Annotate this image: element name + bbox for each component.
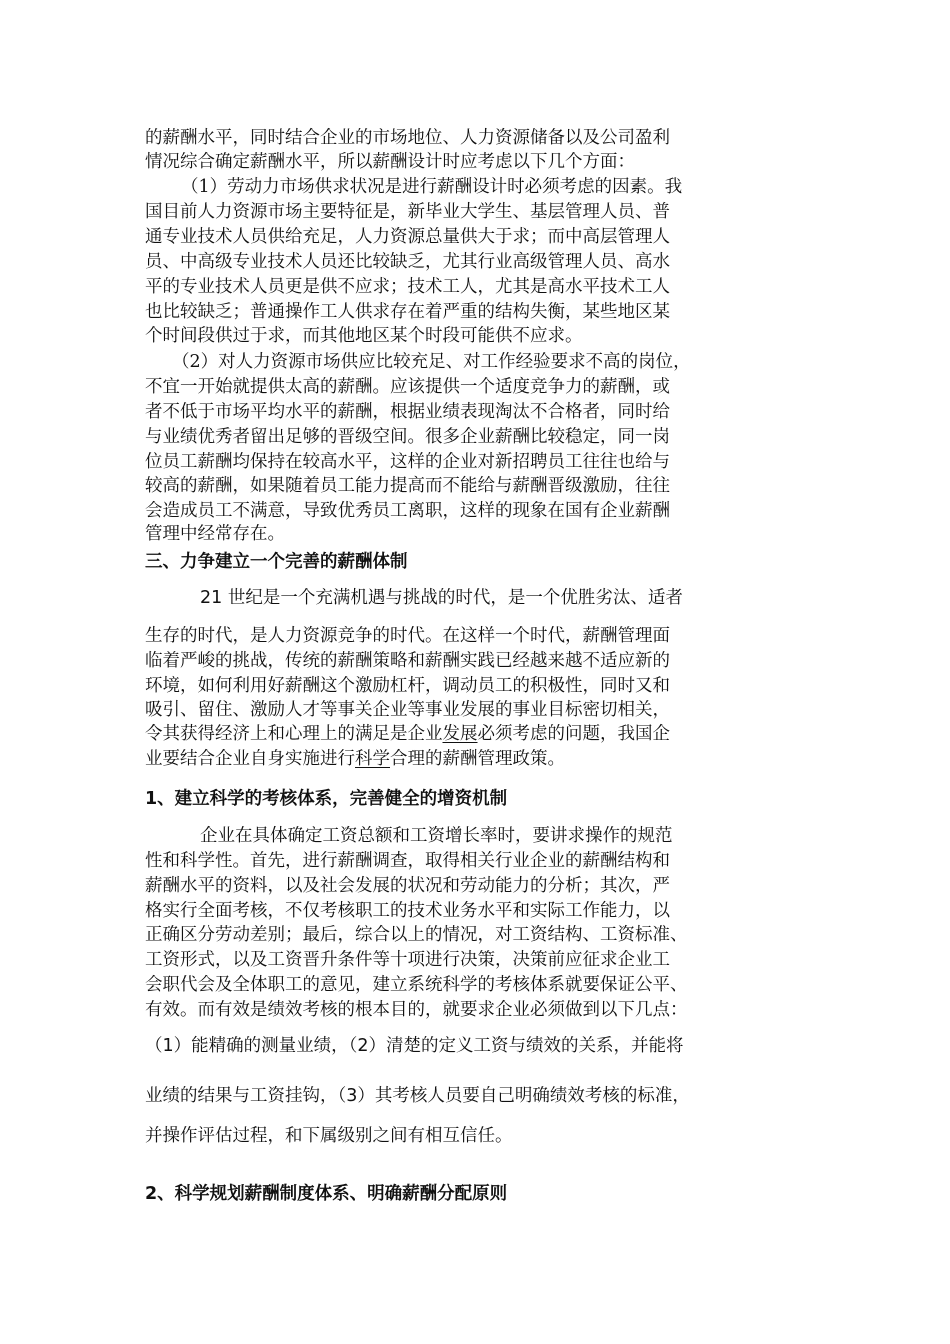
paragraph-1-line: 也比较缺乏；普通操作工人供求存在着严重的结构失衡，某些地区某 [145,302,670,322]
paragraph-1-line: 国目前人力资源市场主要特征是，新毕业大学生、基层管理人员、普 [145,202,670,222]
section-3-line: 临着严峻的挑战，传统的薪酬策略和薪酬实践已经越来越不适应新的 [145,651,670,671]
section-1-line: 薪酬水平的资料，以及社会发展的状况和劳动能力的分析；其次，严 [145,876,670,896]
section-1-line: 企业在具体确定工资总额和工资增长率时，要讲求操作的规范 [200,826,673,846]
science-link[interactable]: 科学 [355,749,390,769]
section-3-heading: 三、力争建立一个完善的薪酬体制 [145,552,408,572]
section-1-line: 工资形式，以及工资晋升条件等十项进行决策，决策前应征求企业工 [145,950,670,970]
paragraph-2-line: 位员工薪酬均保持在较高水平，这样的企业对新招聘员工往往也给与 [145,452,670,472]
paragraph-2-line: 较高的薪酬，如果随着员工能力提高而不能给与薪酬晋级激励，往往 [145,476,670,496]
section-1-line: 有效。而有效是绩效考核的根本目的，就要求企业必须做到以下几点： [145,1000,688,1020]
text-span: 业要结合企业自身实施进行 [145,749,355,769]
paragraph-2-line: （2）对人力资源市场供应比较充足、对工作经验要求不高的岗位， [172,352,691,372]
section-1-line: 会职代会及全体职工的意见，建立系统科学的考核体系就要保证公平、 [145,975,688,995]
paragraph-2-line: 会造成员工不满意，导致优秀员工离职，这样的现象在国有企业薪酬 [145,501,670,521]
intro-line: 的薪酬水平，同时结合企业的市场地位、人力资源储备以及公司盈利 [145,128,670,148]
section-3-line: 生存的时代，是人力资源竞争的时代。在这样一个时代，薪酬管理面 [145,626,670,646]
paragraph-2-line: 与业绩优秀者留出足够的晋级空间。很多企业薪酬比较稳定，同一岗 [145,427,670,447]
paragraph-2-line: 者不低于市场平均水平的薪酬，根据业绩表现淘汰不合格者，同时给 [145,402,670,422]
paragraph-1-line: 通专业技术人员供给充足，人力资源总量供大于求；而中高层管理人 [145,227,670,247]
paragraph-2-line: 管理中经常存在。 [145,524,285,544]
paragraph-1-line: 员、中高级专业技术人员还比较缺乏，尤其行业高级管理人员、高水 [145,252,670,272]
paragraph-2-line: 不宜一开始就提供太高的薪酬。应该提供一个适度竞争力的薪酬，或 [145,377,670,397]
text-span: 令其获得经济上和心理上的满足是企业 [145,724,443,744]
intro-line: 情况综合确定薪酬水平，所以薪酬设计时应考虑以下几个方面： [145,152,635,172]
development-link[interactable]: 发展 [442,724,478,744]
section-3-line-with-link [145,747,825,771]
paragraph-1-line: 个时间段供过于求，而其他地区某个时段可能供不应求。 [145,326,583,346]
section-1-heading: 1、建立科学的考核体系，完善健全的增资机制 [145,789,508,809]
section-1-line: 格实行全面考核，不仅考核职工的技术业务水平和实际工作能力，以 [145,901,670,921]
paragraph-1-line: 平的专业技术人员更是供不应求；技术工人，尤其是高水平技术工人 [145,277,670,297]
text-span: 合理的薪酬管理政策。 [390,749,565,769]
section-1-list-line: 并操作评估过程，和下属级别之间有相互信任。 [145,1126,513,1146]
section-3-line: 吸引、留住、激励人才等事关企业等事业发展的事业目标密切相关， [145,700,670,720]
text-span: 必须考虑的问题，我国企 [477,724,670,744]
paragraph-1-line: （1）劳动力市场供求状况是进行薪酬设计时必须考虑的因素。我 [181,177,683,197]
section-1-list-line: 业绩的结果与工资挂钩，（3）其考核人员要自己明确绩效考核的标准， [145,1086,690,1106]
section-1-line: 正确区分劳动差别；最后，综合以上的情况，对工资结构、工资标准、 [145,925,688,945]
section-3-first-line: 21 世纪是一个充满机遇与挑战的时代，是一个优胜劣汰、适者 [200,588,683,608]
section-2-heading: 2、科学规划薪酬制度体系、明确薪酬分配原则 [145,1184,508,1204]
section-3-line: 环境，如何利用好薪酬这个激励杠杆，调动员工的积极性，同时又和 [145,676,670,696]
section-1-list-line: （1）能精确的测量业绩，（2）清楚的定义工资与绩效的关系，并能将 [145,1036,684,1056]
section-1-line: 性和科学性。首先，进行薪酬调查，取得相关行业企业的薪酬结构和 [145,851,670,871]
section-3-line-with-link [145,722,825,746]
